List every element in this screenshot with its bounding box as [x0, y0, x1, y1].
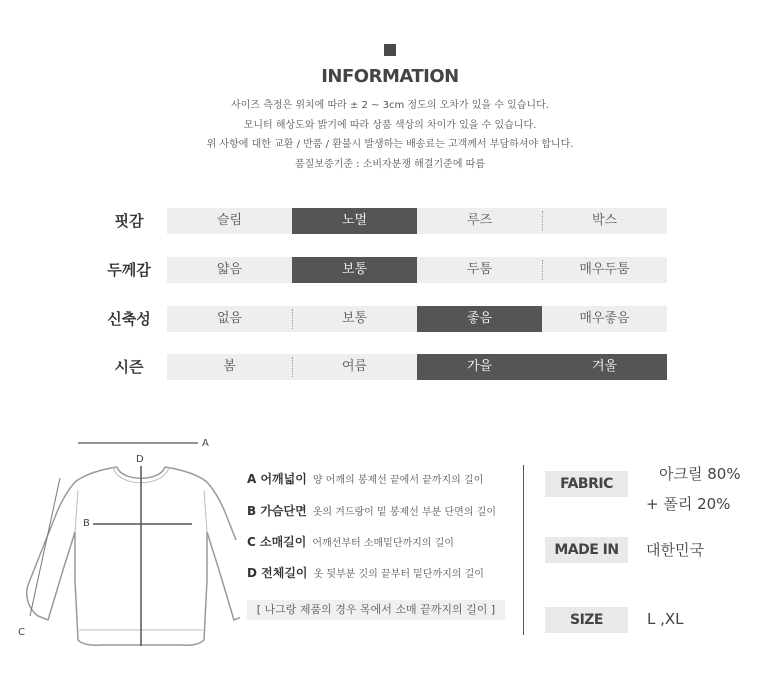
size-option: 여름: [292, 354, 417, 380]
size-row-label: 두께감: [107, 261, 151, 279]
size-row-options: [167, 208, 667, 234]
size-row: [100, 257, 670, 283]
size-option: 박스: [542, 208, 667, 234]
info-title: INFORMATION: [321, 66, 459, 87]
measure-key: A 어깨넓이: [247, 472, 307, 486]
size-option: 두툼: [417, 257, 542, 283]
fabric-label: FABRIC: [545, 471, 628, 497]
measure-desc: 옷의 겨드랑이 밑 봉제선 부분 단면의 길이: [312, 507, 496, 518]
measure-key: B 가슴단면: [247, 504, 307, 518]
size-option: 없음: [167, 306, 292, 332]
made-in-label: MADE IN: [545, 537, 628, 563]
size-row-label: 신축성: [107, 310, 151, 328]
measure-desc: 양 어깨의 봉제선 끝에서 끝까지의 길이: [312, 475, 484, 486]
size-option-selected: 겨울: [542, 354, 667, 380]
divider: [523, 465, 524, 635]
info-note: 위 사항에 대한 교환 / 반품 / 환불시 발생하는 배송료는 고객께서 부담하셔야 합니다.: [206, 139, 574, 150]
size-row-label: 시즌: [114, 358, 144, 376]
size-option: 봄: [167, 354, 292, 380]
label-b: B: [83, 518, 90, 529]
size-option: 매우좋음: [542, 306, 667, 332]
measure-key: C 소매길이: [247, 535, 307, 549]
info-note: 사이즈 측정은 위치에 따라 ± 2 ~ 3cm 정도의 오차가 있을 수 있습니다.: [231, 100, 549, 111]
size-value: L ,XL: [647, 610, 684, 628]
label-c: C: [18, 627, 25, 638]
info-note: 품질보증기준 : 소비자분쟁 해결기준에 따름: [295, 158, 485, 170]
size-row-options: [167, 257, 667, 283]
label-d: D: [136, 454, 144, 465]
size-row: [100, 306, 670, 332]
size-option: 루즈: [417, 208, 542, 234]
made-in-value: 대한민국: [646, 541, 704, 559]
measure-desc: 옷 뒷부분 깃의 끝부터 밑단까지의 길이: [313, 569, 484, 580]
fabric-value-2: + 폴리 20%: [646, 495, 731, 513]
size-option: 보통: [292, 306, 417, 332]
size-option-selected: 좋음: [417, 306, 542, 332]
garment-diagram: [0, 430, 240, 670]
measure-c: [247, 531, 517, 553]
measure-a: [247, 468, 517, 490]
raglan-note: [ 나그랑 제품의 경우 목에서 소매 끝까지의 길이 ]: [247, 600, 505, 620]
size-row: [100, 208, 670, 234]
measure-b: [247, 500, 517, 522]
size-option-selected: 보통: [292, 257, 417, 283]
info-note: 모니터 해상도와 밝기에 따라 상품 색상의 차이가 있을 수 있습니다.: [243, 119, 537, 131]
sweater-outline-icon: [0, 430, 240, 670]
fabric-value-1: 아크릴 80%: [659, 465, 741, 483]
size-option-selected: 노멀: [292, 208, 417, 234]
size-row-options: [167, 306, 667, 332]
measure-desc: 어깨선부터 소매밑단까지의 길이: [312, 538, 454, 549]
size-label: SIZE: [545, 607, 628, 633]
size-option: 매우두툼: [542, 257, 667, 283]
square-bullet-icon: [384, 44, 396, 56]
size-option: 얇음: [167, 257, 292, 283]
size-option-selected: 가을: [417, 354, 542, 380]
label-a: A: [202, 438, 209, 449]
size-row: [100, 354, 670, 380]
size-row-options: [167, 354, 667, 380]
measure-d: [247, 562, 517, 584]
size-option: 슬림: [167, 208, 292, 234]
measure-key: D 전체길이: [247, 566, 308, 580]
info-notes: [0, 96, 780, 174]
size-row-label: 핏감: [114, 212, 144, 230]
